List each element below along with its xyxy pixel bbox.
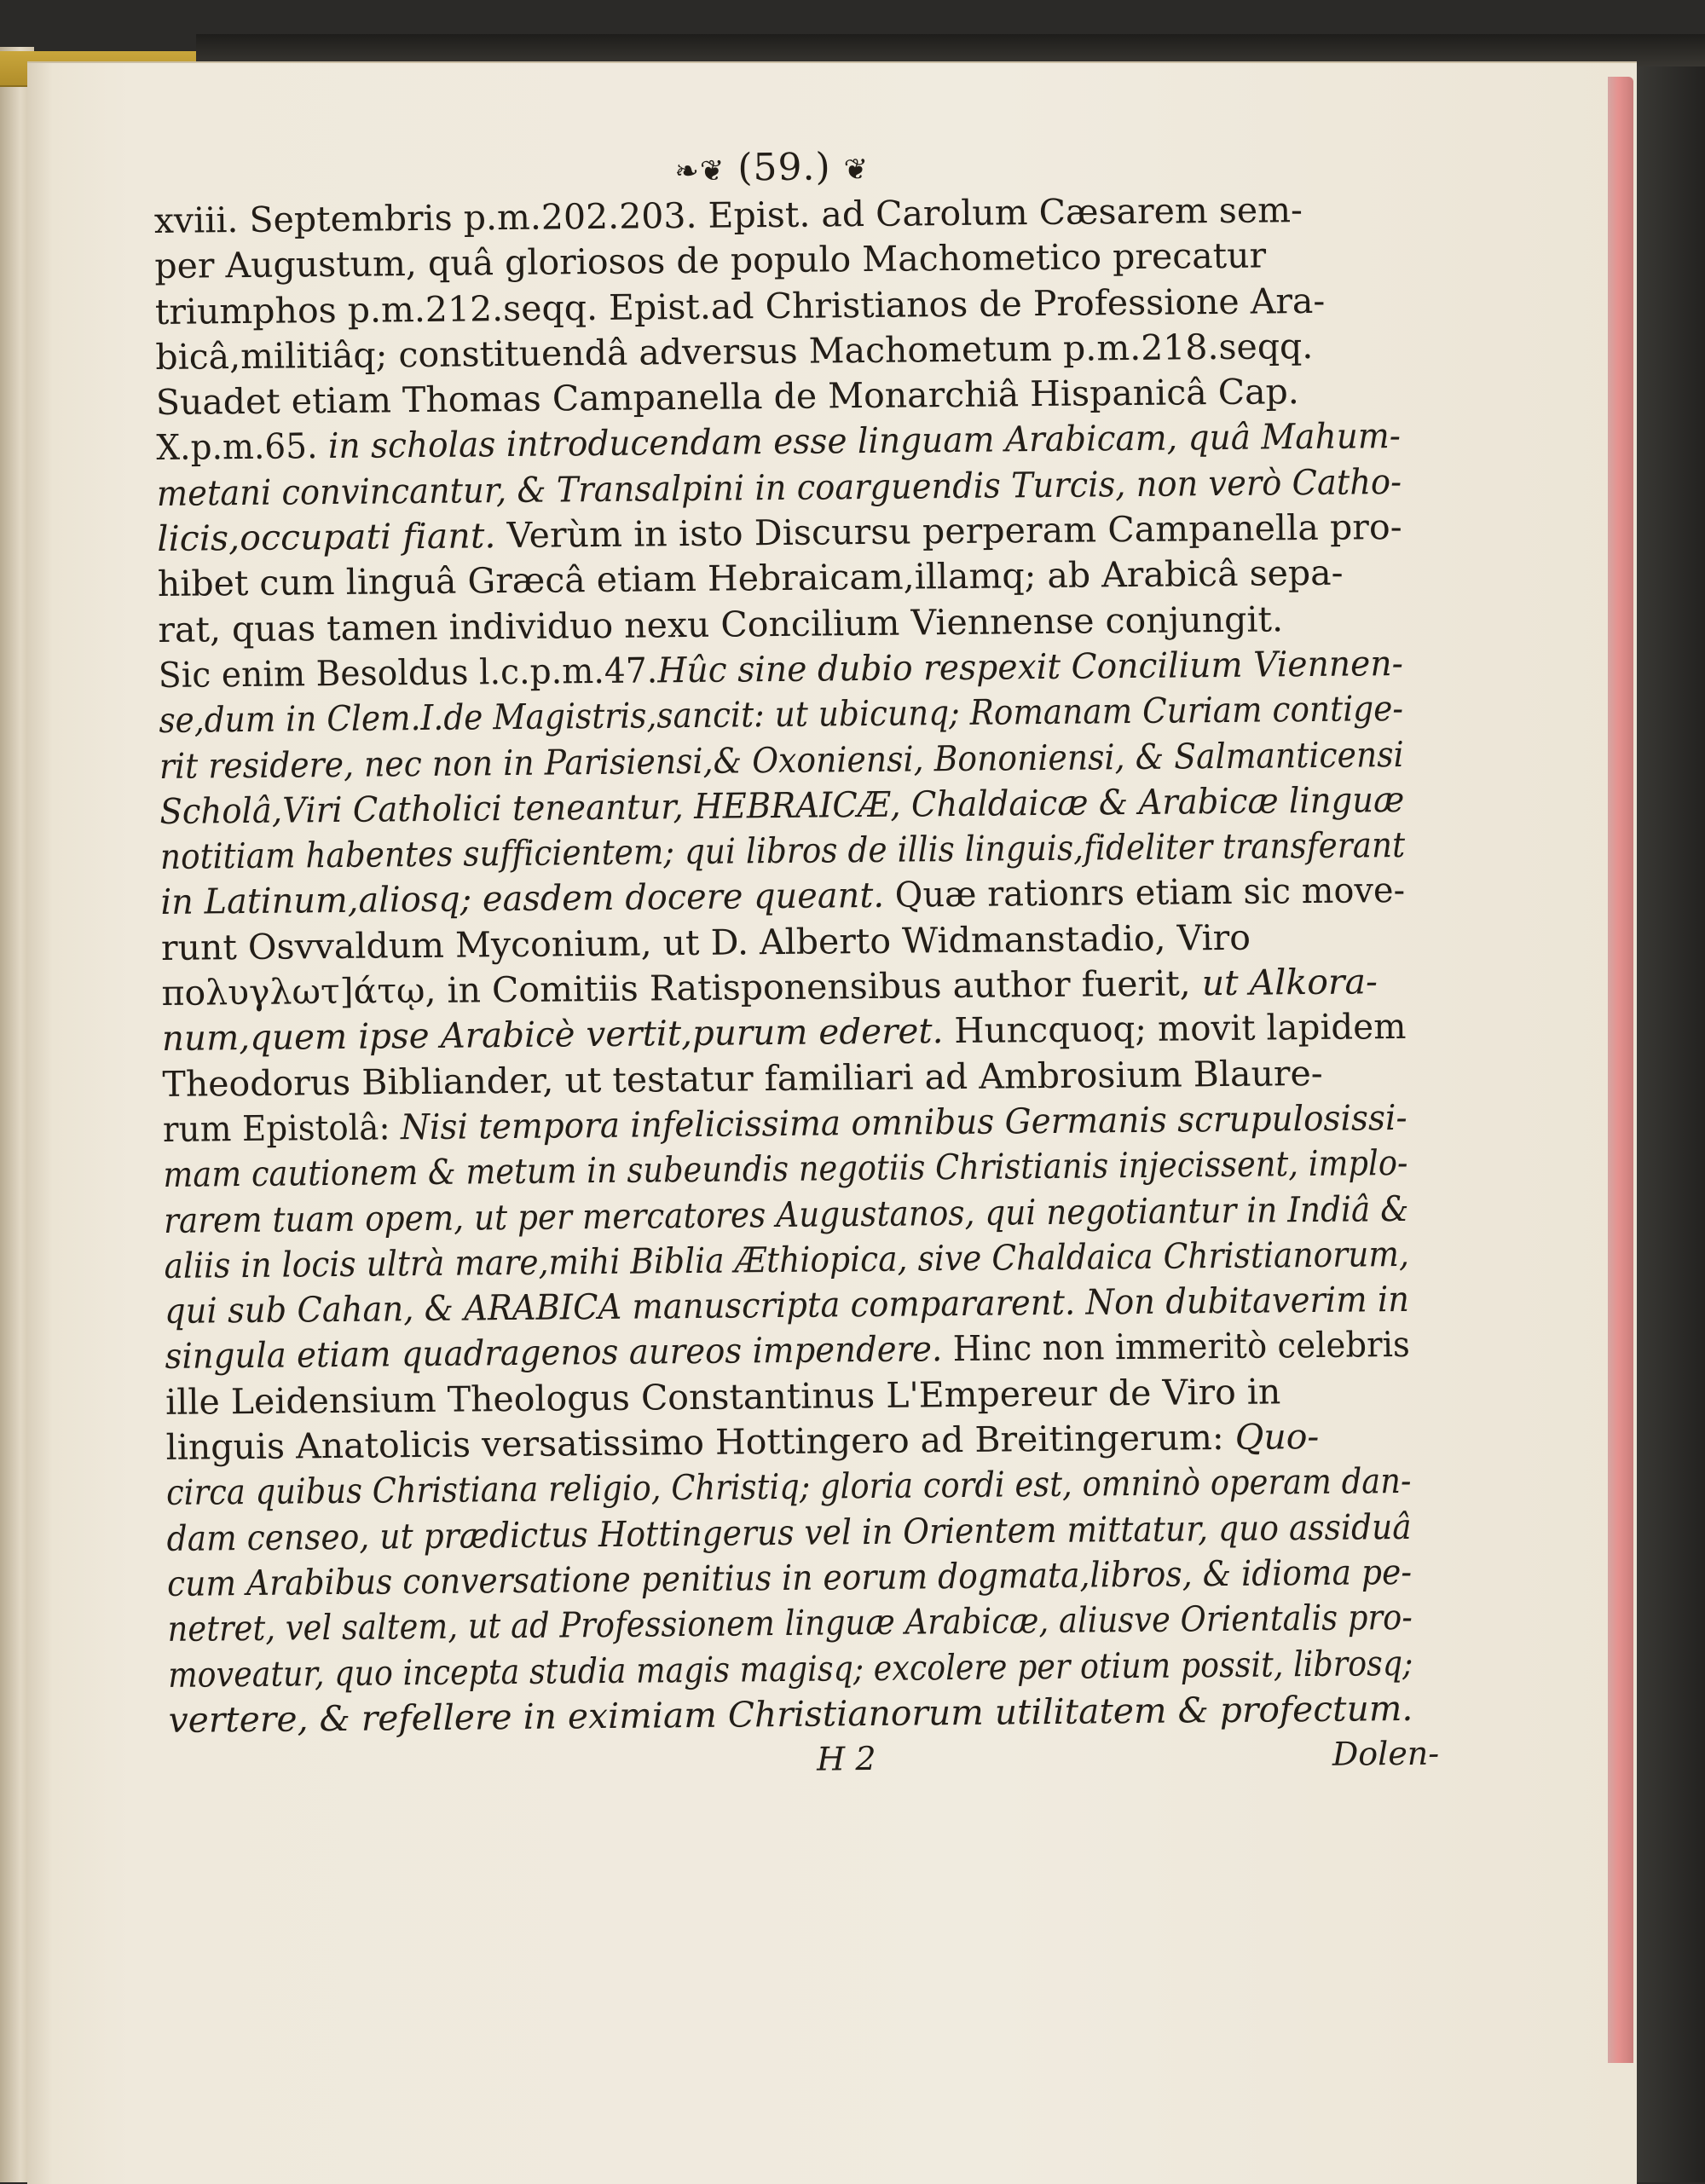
italic-run: num,quem ipse Arabicè vertit,purum ederet. — [161, 1010, 944, 1060]
roman-run: xviii. Septembris p.m.202.203. Epist. ad Carolum Cæsarem sem- — [153, 189, 1303, 241]
text-block — [153, 137, 1440, 1788]
italic-run: moveatur, quo incepta studia magis magisq; excolere per otium possit, librosq; — [167, 1642, 1413, 1696]
italic-run: aliis in locis ultrà mare,mihi Biblia Æthiopica, sive Chaldaica Christianorum, — [164, 1233, 1410, 1286]
italic-run: Scholâ,Viri Catholici teneantur, HEBRAICÆ, Chaldaicæ & Arabicæ linguæ — [159, 778, 1405, 832]
italic-run: Hûc sine dubio respexit Concilium Viennen- — [657, 642, 1404, 691]
italic-run: vertere, & refellere in eximiam Christianorum utilitatem & profectum. — [168, 1687, 1413, 1741]
italic-run: rit residere, nec non in Parisiensi,& Oxoniensi, Bononiensi, & Salmanticensi — [159, 733, 1404, 787]
italic-run: ut Alkora- — [1201, 961, 1378, 1004]
italic-run: rarem tuam opem, ut per mercatores Augustanos, qui negotiantur in Indiâ & — [163, 1187, 1409, 1241]
italic-run: notitiam habentes sufficientem; qui libros de illis linguis,fideliter transferant — [159, 824, 1406, 878]
roman-run: rat, quas tamen individuo nexu Concilium Viennense conjungit. — [158, 598, 1284, 650]
head-ornament-right: ❦ — [843, 152, 870, 188]
roman-run: ille Leidensium Theologus Constantinus L'Empereur de Viro in — [165, 1371, 1281, 1423]
roman-run: Suadet etiam Thomas Campanella de Monarchiâ Hispanicâ Cap. — [155, 371, 1300, 424]
book-cover-edge — [1633, 66, 1705, 2182]
roman-run: bicâ,militiâq; constituendâ adversus Machometum p.m.218.seqq. — [155, 325, 1314, 378]
roman-run: Theodorus Bibliander, ut testatur familiari ad Ambrosium Blaure- — [162, 1052, 1323, 1105]
roman-run: Huncquoq; movit lapidem — [943, 1006, 1407, 1052]
roman-run: Hinc non immeritò celebris — [942, 1324, 1411, 1370]
roman-run: Quæ rationrs etiam sic move- — [883, 870, 1406, 916]
roman-run: Sic enim Besoldus l.c.p.m.47. — [158, 650, 658, 696]
head-ornament-left: ❧❦ — [674, 153, 725, 189]
italic-run: licis,occupati fiant. — [157, 515, 496, 560]
roman-run: triumphos p.m.212.seqq. Epist.ad Christianos de Professione Ara- — [154, 280, 1326, 332]
italic-run: singula etiam quadragenos aureos impendere. — [165, 1328, 943, 1378]
roman-run: per Augustum, quâ gloriosos de populo Machometico precatur — [154, 234, 1267, 287]
red-page-edge — [1608, 77, 1633, 2063]
roman-run: rum Epistolâ: — [162, 1106, 402, 1150]
roman-run: linguis Anatolicis versatissimo Hottingero ad Breitingerum: — [165, 1416, 1235, 1468]
italic-run: se,dum in Clem.I.de Magistris,sancit: ut ubicunq; Romanam Curiam contige- — [159, 688, 1404, 742]
italic-run: cum Arabibus conversatione penitius in eorum dogmata,libros, & idioma pe- — [166, 1551, 1413, 1604]
roman-run: Verùm in isto Discursu perperam Campanella pro- — [495, 506, 1402, 557]
roman-run: runt Osvvaldum Myconium, ut D. Alberto Widmanstadio, Viro — [160, 916, 1251, 968]
body-text — [154, 187, 1413, 1743]
italic-run: qui sub Cahan, & ARABICA manuscripta compararent. Non dubitaverim in — [164, 1279, 1410, 1332]
italic-run: netret, vel saltem, ut ad Professionem linguæ Arabicæ, aliusve Orientalis pro- — [167, 1597, 1413, 1650]
page-number: (59.) — [737, 145, 831, 190]
italic-run: circa quibus Christiana religio, Christiq; gloria cordi est, omninò operam dan- — [165, 1460, 1412, 1514]
catchword: Dolen- — [1332, 1734, 1440, 1773]
roman-run: hibet cum linguâ Græcâ etiam Hebraicam,illamq; ab Arabicâ sepa- — [157, 552, 1344, 605]
italic-run: Quo- — [1234, 1415, 1320, 1458]
italic-run: Nisi tempora infelicissima omnibus Germanis scrupulosissi- — [400, 1096, 1407, 1148]
roman-run: πολυγλωτ]άτῳ, in Comitiis Ratisponensibus author fuerit, — [161, 962, 1202, 1014]
roman-run: X.p.m.65. — [156, 425, 329, 469]
italic-run: dam censeo, ut prædictus Hottingerus vel in Orientem mittatur, quo assiduâ — [166, 1505, 1412, 1559]
italic-run: in Latinum,aliosq; easdem docere queant. — [160, 875, 885, 923]
italic-run: metani convincantur, & Transalpini in coarguendis Turcis, non verò Catho- — [156, 460, 1402, 514]
signature-mark: H 2 — [816, 1740, 876, 1778]
italic-run: in scholas introducendam esse linguam Arabicam, quâ Mahum- — [327, 415, 1402, 467]
italic-run: mam cautionem & metum in subeundis negotiis Christianis injecissent, implo- — [163, 1142, 1408, 1196]
